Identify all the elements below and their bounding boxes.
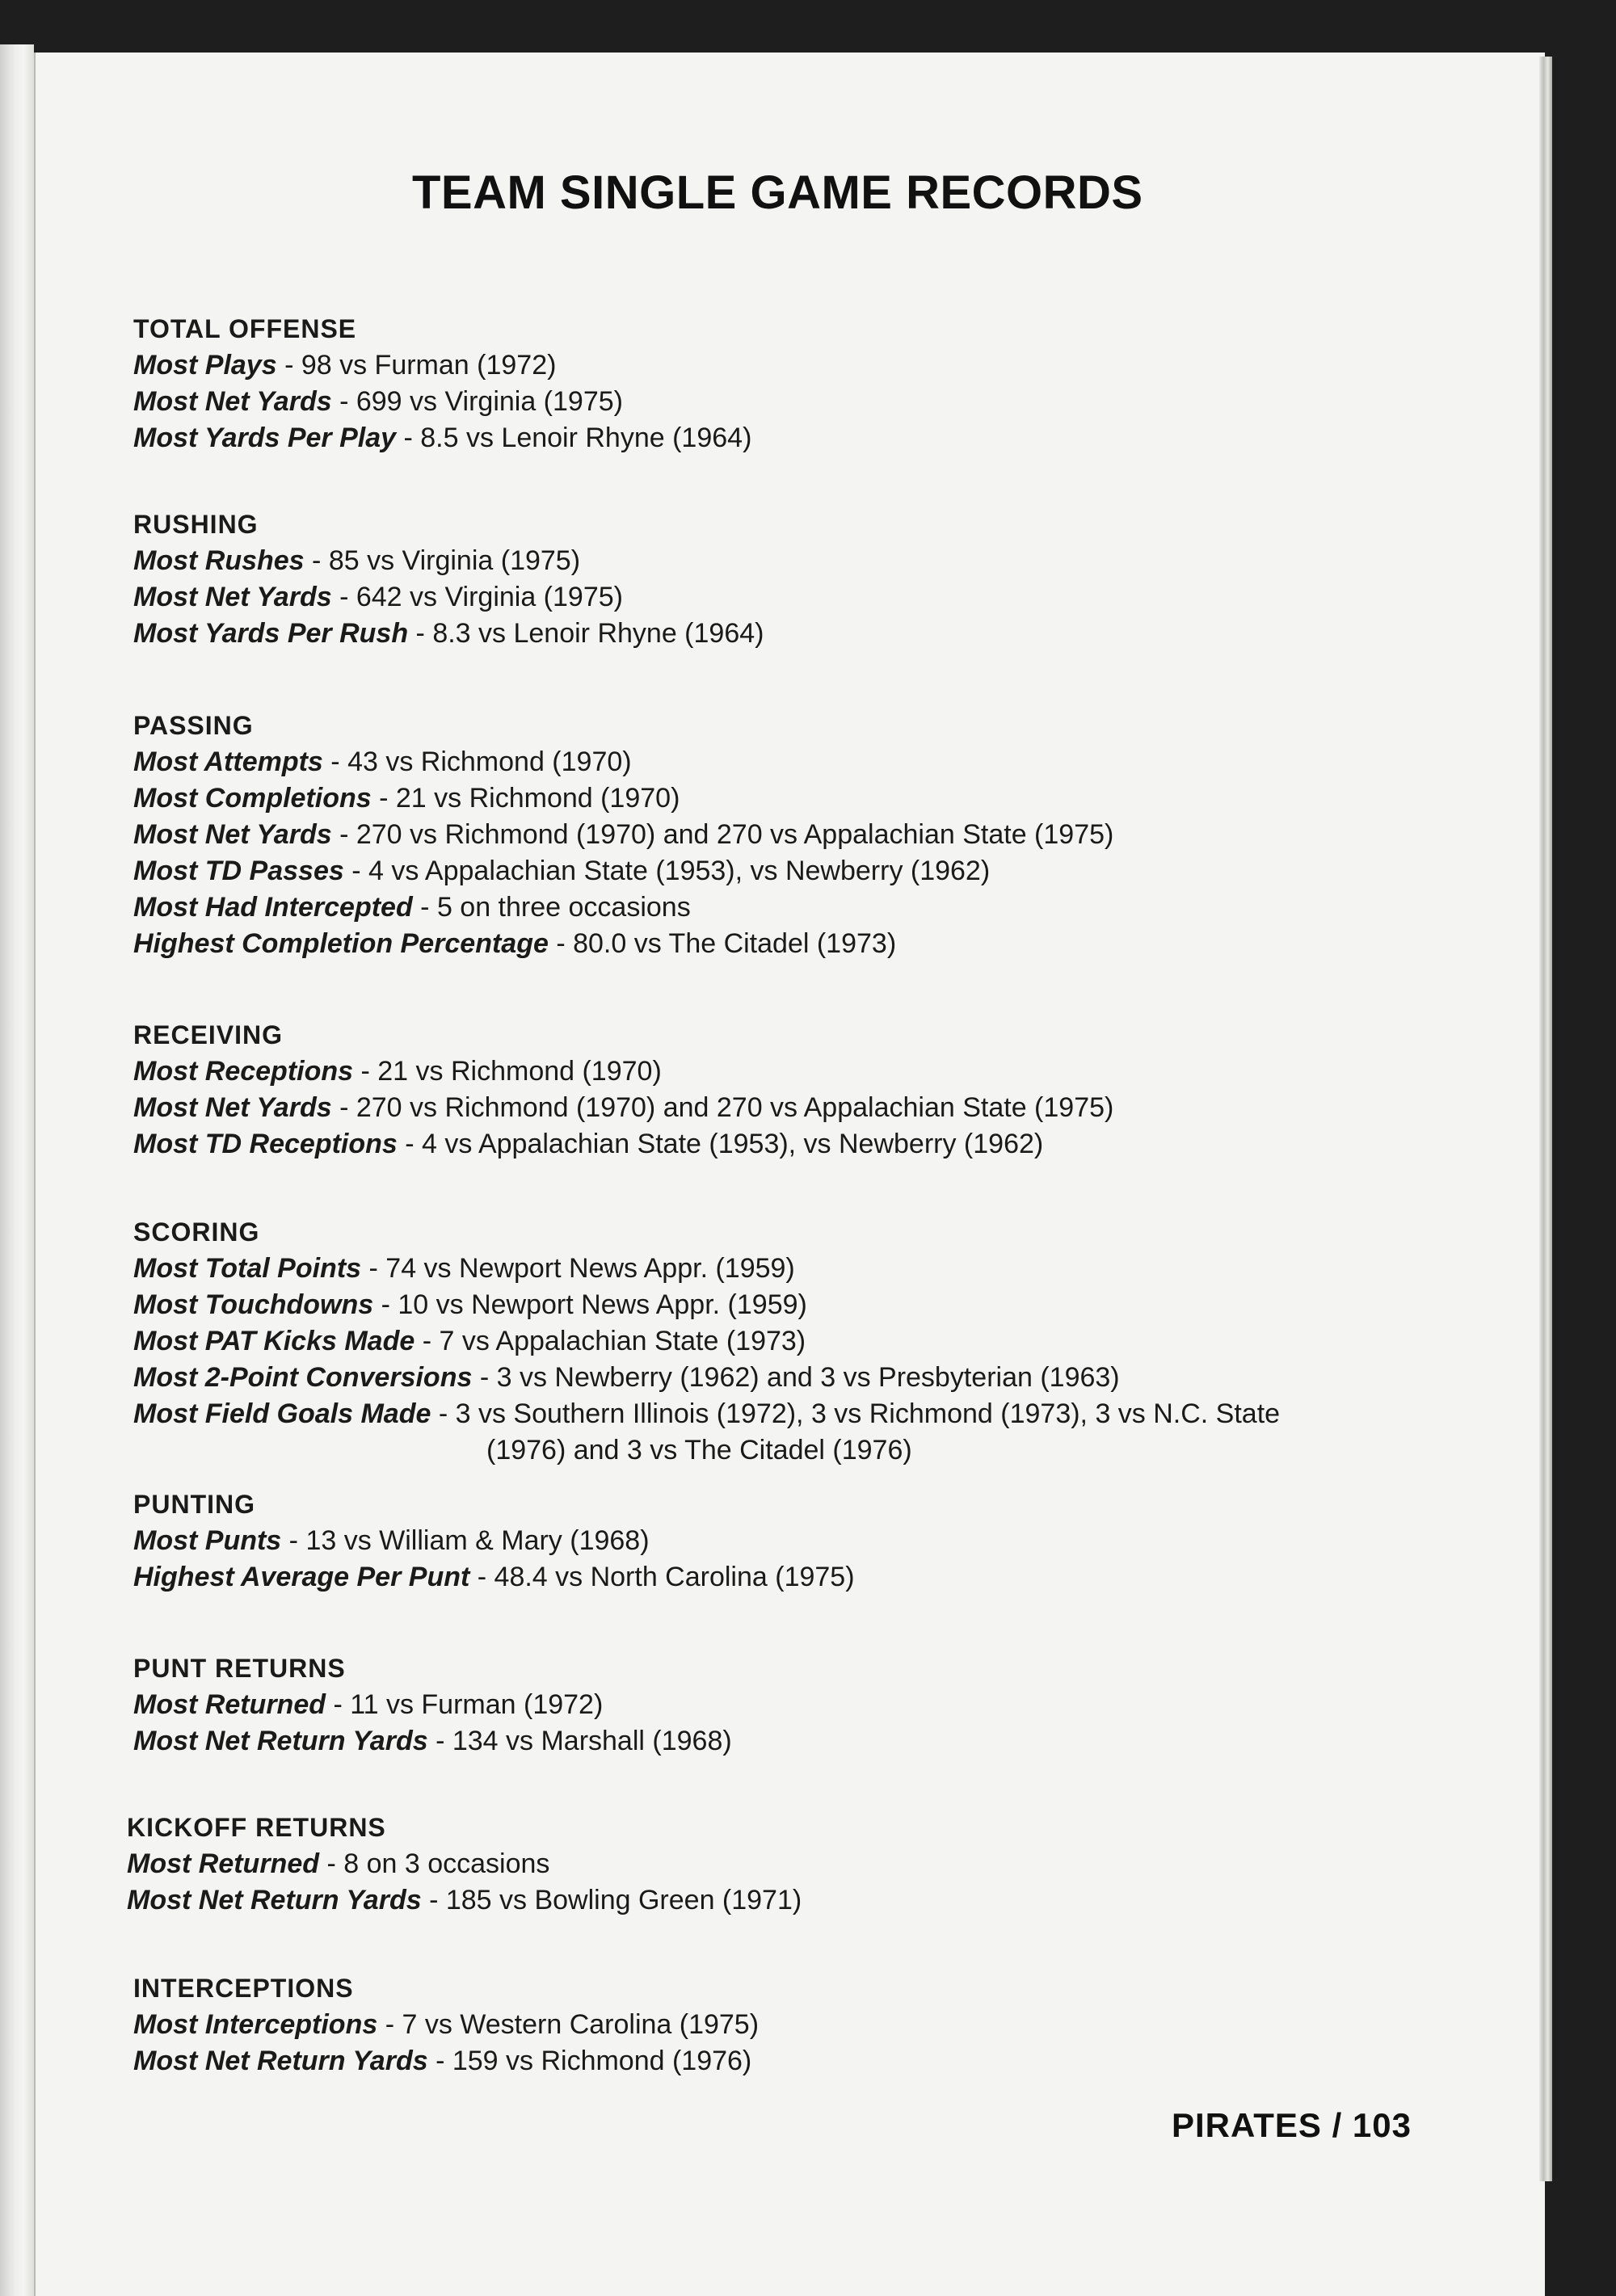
section-heading: RUSHING [133,510,259,539]
page-title: TEAM SINGLE GAME RECORDS [412,166,1143,219]
record-label: Highest Completion Percentage [133,928,549,959]
record-line [133,1723,732,1760]
record-label: Most Yards Per Rush [133,618,409,649]
section-punting [133,1487,855,1596]
record-line [133,1559,855,1596]
record-line [133,853,1113,889]
record-separator: - [548,928,574,959]
record-line [133,1126,1113,1163]
record-line [133,543,764,579]
record-value: 74 vs Newport News Appr. (1959) [385,1253,795,1284]
record-value: 3 vs Southern Illinois (1972), 3 vs Richmond (1973), 3 vs N.C. State [455,1398,1281,1429]
record-label: Most Yards Per Play [133,423,397,453]
record-value: 5 on three occasions [436,892,691,923]
record-separator: - [319,1848,344,1879]
record-label: Most Total Points [133,1253,362,1284]
record-separator: - [427,1726,452,1756]
record-label: Most Returned [127,1848,319,1879]
record-line [133,2007,759,2043]
record-value: 642 vs Virginia (1975) [356,582,623,612]
record-label: Most Returned [133,1689,326,1720]
record-value: 85 vs Virginia (1975) [328,545,581,576]
section-total-offense [133,311,751,456]
record-label: Most Receptions [133,1056,354,1087]
record-value: 134 vs Marshall (1968) [452,1726,732,1756]
record-value: 4 vs Appalachian State (1953), vs Newberry (1962) [368,856,991,886]
record-value: 48.4 vs North Carolina (1975) [494,1562,855,1592]
record-label: Most Rushes [133,545,305,576]
record-separator: - [326,1689,351,1720]
record-value: 21 vs Richmond (1970) [377,1056,662,1087]
record-line [133,579,764,616]
record-separator: - [343,856,368,886]
page-footer: PIRATES / 103 [1172,2106,1412,2144]
record-label: Most Net Yards [133,582,332,612]
record-value: 10 vs Newport News Appr. (1959) [398,1289,807,1320]
record-line [127,1846,802,1882]
record-separator: - [427,2046,452,2076]
section-heading: INTERCEPTIONS [133,1974,354,2003]
record-value: 3 vs Newberry (1962) and 3 vs Presbyterian (1963) [496,1362,1120,1393]
record-label: Most 2-Point Conversions [133,1362,473,1393]
record-label: Most Interceptions [133,2009,378,2040]
record-value: 13 vs William & Mary (1968) [305,1525,650,1556]
page-edge [1539,57,1552,2181]
record-line [133,1323,1280,1360]
record-label: Highest Average Per Punt [133,1562,470,1592]
record-label: Most Net Yards [133,1092,332,1123]
section-heading: TOTAL OFFENSE [133,314,357,343]
section-heading: PUNT RETURNS [133,1654,346,1683]
record-separator: - [412,892,437,923]
record-line [133,420,751,456]
record-separator: - [415,1326,440,1356]
record-line [133,1251,1280,1287]
record-label: Most Net Return Yards [133,1726,428,1756]
record-line [133,780,1113,817]
record-label: Most TD Receptions [133,1129,398,1159]
section-heading: KICKOFF RETURNS [127,1813,386,1842]
record-separator: - [408,618,433,649]
record-separator: - [331,582,356,612]
record-label: Most Punts [133,1525,282,1556]
record-value: 11 vs Furman (1972) [350,1689,604,1720]
section-receiving [133,1017,1113,1163]
section-heading: PUNTING [133,1490,255,1519]
record-value: 185 vs Bowling Green (1971) [445,1885,802,1915]
record-value: 270 vs Richmond (1970) and 270 vs Appalachian State (1975) [356,1092,1114,1123]
record-line [133,2043,759,2079]
record-continuation: (1976) and 3 vs The Citadel (1976) [486,1435,912,1465]
record-separator: - [361,1253,386,1284]
record-label: Most Had Intercepted [133,892,413,923]
record-separator: - [331,819,356,850]
book-spine [0,44,34,2296]
section-heading: RECEIVING [133,1020,284,1049]
record-line [133,384,751,420]
record-line [133,1053,1113,1090]
record-value: 7 vs Appalachian State (1973) [439,1326,806,1356]
record-label: Most Attempts [133,746,323,777]
record-separator: - [421,1885,446,1915]
record-separator: - [373,1289,398,1320]
record-label: Most Net Return Yards [127,1885,422,1915]
record-line [133,1287,1280,1323]
record-label: Most PAT Kicks Made [133,1326,415,1356]
record-value: 8.3 vs Lenoir Rhyne (1964) [432,618,764,649]
record-value: 8.5 vs Lenoir Rhyne (1964) [420,423,752,453]
record-value: 159 vs Richmond (1976) [452,2046,752,2076]
record-separator: - [377,2009,402,2040]
section-rushing [133,507,764,652]
section-heading: SCORING [133,1217,260,1247]
record-label: Most Completions [133,783,372,814]
section-passing [133,708,1113,962]
record-label: Most Net Yards [133,386,332,417]
record-line [133,347,751,384]
record-separator: - [396,423,421,453]
record-line [133,926,1113,962]
record-value: 43 vs Richmond (1970) [347,746,632,777]
record-label: Most Net Yards [133,819,332,850]
record-separator: - [331,1092,356,1123]
record-separator: - [281,1525,306,1556]
record-separator: - [397,1129,423,1159]
section-scoring [133,1214,1280,1469]
section-heading: PASSING [133,711,254,740]
record-value: 270 vs Richmond (1970) and 270 vs Appalachian State (1975) [356,819,1114,850]
record-separator: - [371,783,396,814]
record-line [133,1523,855,1559]
record-value: 80.0 vs The Citadel (1973) [573,928,897,959]
record-line [133,1090,1113,1126]
record-label: Most TD Passes [133,856,344,886]
record-separator: - [331,386,356,417]
record-separator: - [469,1562,494,1592]
record-value: 21 vs Richmond (1970) [395,783,680,814]
record-line [133,616,764,652]
record-line [133,1396,1280,1432]
record-value: 8 on 3 occasions [343,1848,550,1879]
record-line [127,1882,802,1919]
record-line [133,817,1113,853]
record-label: Most Net Return Yards [133,2046,428,2076]
record-value: 699 vs Virginia (1975) [356,386,623,417]
record-separator: - [304,545,329,576]
record-line [133,744,1113,780]
record-separator: - [431,1398,456,1429]
section-interceptions [133,1970,759,2079]
section-kickoff-returns [127,1810,802,1919]
section-punt-returns [133,1651,732,1760]
record-value: 98 vs Furman (1972) [301,350,557,381]
record-separator: - [472,1362,497,1393]
record-line [133,889,1113,926]
record-line [133,1687,732,1723]
record-label: Most Plays [133,350,277,381]
record-label: Most Field Goals Made [133,1398,431,1429]
record-separator: - [276,350,301,381]
record-value: 7 vs Western Carolina (1975) [402,2009,760,2040]
record-line [133,1360,1280,1396]
record-label: Most Touchdowns [133,1289,374,1320]
record-separator: - [322,746,348,777]
record-separator: - [353,1056,378,1087]
record-value: 4 vs Appalachian State (1953), vs Newberry (1962) [422,1129,1044,1159]
